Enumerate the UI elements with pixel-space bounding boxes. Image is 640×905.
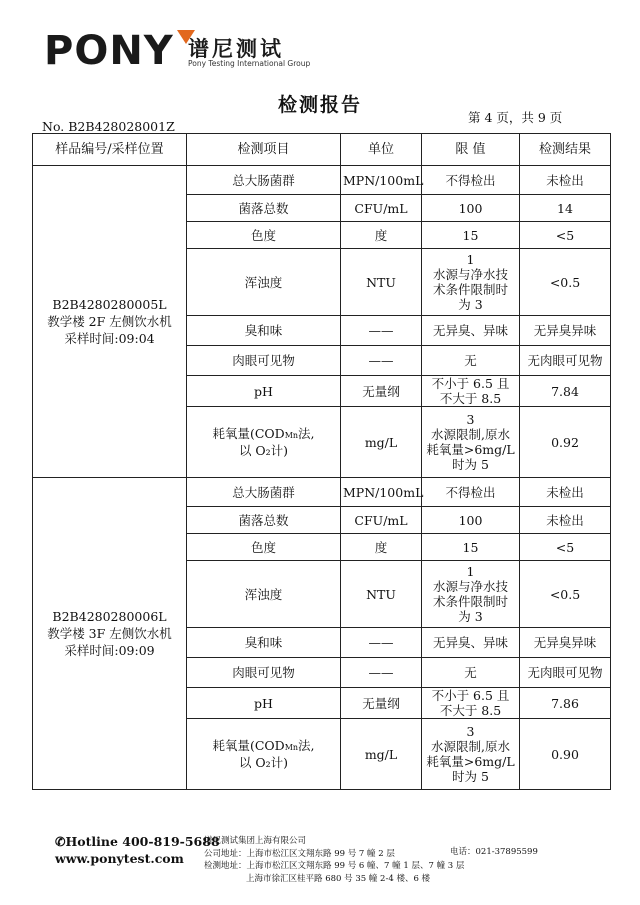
test-item-subscript: Mn bbox=[284, 431, 299, 440]
table-body bbox=[33, 166, 611, 790]
test-result-cell: <0.5 bbox=[520, 249, 611, 316]
page-info: 第 4 页，共 9 页 bbox=[468, 110, 563, 125]
test-item-cell: 总大肠菌群 bbox=[187, 166, 341, 195]
test-result-cell: 0.92 bbox=[520, 407, 611, 478]
test-item-text: 耗氧量(COD bbox=[212, 426, 285, 441]
footer-phone: 电话：021-37895599 bbox=[450, 847, 538, 857]
limit-value-cell: 无 bbox=[422, 658, 520, 688]
test-result-cell: 未检出 bbox=[520, 166, 611, 195]
website: www.ponytest.com bbox=[55, 851, 184, 866]
test-result-cell: 14 bbox=[520, 195, 611, 222]
unit-cell: NTU bbox=[341, 249, 422, 316]
test-item-cell bbox=[187, 407, 341, 478]
limit-value-cell: 无异臭、异味 bbox=[422, 628, 520, 658]
test-item-cell: 总大肠菌群 bbox=[187, 478, 341, 507]
column-header: 检测结果 bbox=[520, 134, 611, 166]
test-item-cell: 肉眼可见物 bbox=[187, 658, 341, 688]
limit-value-cell: 15 bbox=[422, 222, 520, 249]
unit-cell: CFU/mL bbox=[341, 507, 422, 534]
test-item-cell: 浑浊度 bbox=[187, 561, 341, 628]
logo-english-name: Pony Testing International Group bbox=[188, 59, 311, 68]
test-result-cell: 0.90 bbox=[520, 719, 611, 790]
footer-address-line: 检测地址：上海市松江区文翔东路 99 号 6 幢、7 幢 1 层、7 幢 3 层 bbox=[204, 861, 465, 871]
unit-cell: —— bbox=[341, 316, 422, 346]
limit-value-cell: 1 水源与净水技 术条件限制时 为 3 bbox=[422, 561, 520, 628]
column-header: 单位 bbox=[341, 134, 422, 166]
unit-cell: —— bbox=[341, 628, 422, 658]
limit-value-cell: 1 水源与净水技 术条件限制时 为 3 bbox=[422, 249, 520, 316]
test-result-cell: 未检出 bbox=[520, 507, 611, 534]
logo-chinese-name: 谱尼测试 bbox=[188, 37, 284, 61]
unit-cell: 度 bbox=[341, 222, 422, 249]
test-result-cell: 7.84 bbox=[520, 376, 611, 407]
results-table bbox=[32, 133, 611, 790]
limit-value-cell: 3 水源限制,原水 耗氧量>6mg/L 时为 5 bbox=[422, 719, 520, 790]
unit-cell: NTU bbox=[341, 561, 422, 628]
test-result-cell: <5 bbox=[520, 222, 611, 249]
limit-value-cell: 100 bbox=[422, 195, 520, 222]
table-row bbox=[33, 478, 611, 507]
footer-address-block bbox=[204, 835, 464, 885]
unit-cell: 无量纲 bbox=[341, 376, 422, 407]
limit-value-cell: 不小于 6.5 且 不大于 8.5 bbox=[422, 376, 520, 407]
limit-value-cell: 3 水源限制,原水 耗氧量>6mg/L 时为 5 bbox=[422, 407, 520, 478]
table-header-row bbox=[33, 134, 611, 166]
report-number: No. B2B428028001Z bbox=[42, 119, 175, 134]
unit-cell: 无量纲 bbox=[341, 688, 422, 719]
test-item-cell: 色度 bbox=[187, 534, 341, 561]
limit-value-cell: 15 bbox=[422, 534, 520, 561]
limit-value-cell: 无 bbox=[422, 346, 520, 376]
test-item-cell: 菌落总数 bbox=[187, 507, 341, 534]
test-result-cell: 7.86 bbox=[520, 688, 611, 719]
footer-address-line: 公司地址：上海市松江区文翔东路 99 号 7 幢 2 层 bbox=[204, 848, 395, 859]
sample-line: B2B4280280005L bbox=[52, 297, 167, 312]
limit-value-cell: 不小于 6.5 且 不大于 8.5 bbox=[422, 688, 520, 719]
unit-cell: MPN/100mL bbox=[341, 478, 422, 507]
test-item-cell: pH bbox=[187, 688, 341, 719]
column-header: 限 值 bbox=[422, 134, 520, 166]
test-result-cell: 无异臭异味 bbox=[520, 628, 611, 658]
test-result-cell: 无肉眼可见物 bbox=[520, 346, 611, 376]
test-item-text: 耗氧量(COD bbox=[212, 738, 285, 753]
test-result-cell: <5 bbox=[520, 534, 611, 561]
unit-cell: —— bbox=[341, 346, 422, 376]
test-item-text: 法, 以 O₂计) bbox=[238, 738, 315, 770]
sample-line: 教学楼 2F 左侧饮水机 bbox=[47, 314, 172, 329]
limit-value-cell: 无异臭、异味 bbox=[422, 316, 520, 346]
sample-id-location-cell bbox=[33, 478, 187, 790]
limit-value-cell: 不得检出 bbox=[422, 166, 520, 195]
test-item-cell bbox=[187, 719, 341, 790]
test-item-cell: 臭和味 bbox=[187, 628, 341, 658]
sample-id-location-cell bbox=[33, 166, 187, 478]
hotline: ✆Hotline 400-819-5688 bbox=[55, 834, 220, 849]
sample-line: 采样时间:09:04 bbox=[64, 331, 155, 346]
test-item-cell: 浑浊度 bbox=[187, 249, 341, 316]
unit-cell: MPN/100mL bbox=[341, 166, 422, 195]
sample-line: B2B4280280006L bbox=[52, 609, 167, 624]
test-result-cell: <0.5 bbox=[520, 561, 611, 628]
sample-line: 教学楼 3F 左侧饮水机 bbox=[47, 626, 172, 641]
test-item-cell: 菌落总数 bbox=[187, 195, 341, 222]
unit-cell: mg/L bbox=[341, 407, 422, 478]
test-item-subscript: Mn bbox=[284, 743, 299, 752]
column-header: 样品编号/采样位置 bbox=[33, 134, 187, 166]
test-result-cell: 无异臭异味 bbox=[520, 316, 611, 346]
test-item-text: 法, 以 O₂计) bbox=[238, 426, 315, 458]
unit-cell: 度 bbox=[341, 534, 422, 561]
test-item-cell: 肉眼可见物 bbox=[187, 346, 341, 376]
footer-company: 谱尼测试集团上海有限公司 bbox=[204, 836, 307, 846]
test-result-cell: 无肉眼可见物 bbox=[520, 658, 611, 688]
logo-wordmark: PONY bbox=[44, 28, 174, 74]
unit-cell: —— bbox=[341, 658, 422, 688]
document-title: 检测报告 bbox=[277, 94, 362, 116]
column-header: 检测项目 bbox=[187, 134, 341, 166]
sample-line: 采样时间:09:09 bbox=[64, 643, 155, 658]
test-item-cell: 色度 bbox=[187, 222, 341, 249]
unit-cell: CFU/mL bbox=[341, 195, 422, 222]
limit-value-cell: 不得检出 bbox=[422, 478, 520, 507]
test-result-cell: 未检出 bbox=[520, 478, 611, 507]
unit-cell: mg/L bbox=[341, 719, 422, 790]
test-item-cell: pH bbox=[187, 376, 341, 407]
test-item-cell: 臭和味 bbox=[187, 316, 341, 346]
table-row bbox=[33, 166, 611, 195]
footer-address-line: 上海市徐汇区桂平路 680 号 35 幢 2-4 楼、6 楼 bbox=[246, 873, 431, 884]
limit-value-cell: 100 bbox=[422, 507, 520, 534]
